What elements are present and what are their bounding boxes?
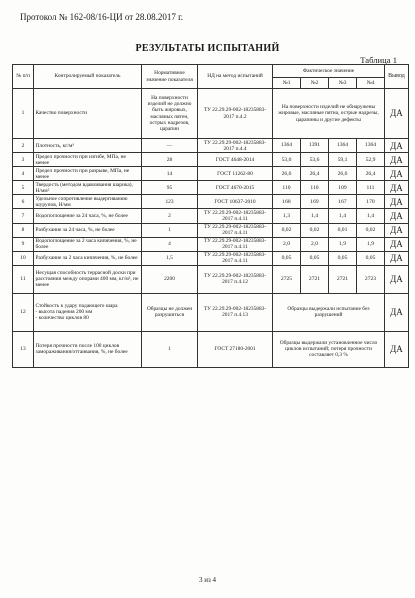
row-verdict: ДА: [385, 167, 409, 181]
row-value-sample-2: 1391: [301, 139, 329, 153]
row-value-sample-1: 0,02: [273, 223, 301, 237]
row-parameter: Стойкость к удару падающего шара - высота падения 200 мм - количество циклов 80: [34, 293, 142, 331]
row-value-sample-4: 0,05: [357, 251, 385, 265]
row-parameter: Качество поверхности: [34, 89, 142, 139]
row-value-sample-2: 0,05: [301, 251, 329, 265]
row-parameter: Твердость (методом вдавливания шарика), Н/мм²: [34, 181, 142, 195]
row-value-sample-2: 2,0: [301, 237, 329, 251]
table-label: Таблица 1: [360, 55, 397, 65]
row-parameter: Разбухание за 2 часа кипячения, %, не более: [34, 251, 142, 265]
row-verdict: ДА: [385, 89, 409, 139]
row-number: 11: [13, 265, 34, 293]
row-verdict: ДА: [385, 223, 409, 237]
row-value-sample-3: 1,4: [329, 209, 357, 223]
row-parameter: Удельное сопротивление выдергиванию шурупов, Н/мм: [34, 195, 142, 209]
row-value-sample-2: 169: [301, 195, 329, 209]
row-method: ГОСТ 11262-80: [198, 167, 273, 181]
row-parameter: Потеря прочности после 100 циклов замораживания/оттаивания, %, не более: [34, 331, 142, 367]
row-number: 12: [13, 293, 34, 331]
row-value-sample-3: 1364: [329, 139, 357, 153]
row-norm: 1,5: [142, 251, 198, 265]
row-method: ТУ 22.29.29-002-18235883-2017 п.4.13: [198, 293, 273, 331]
results-table: [12, 64, 409, 368]
row-value-sample-4: 111: [357, 181, 385, 195]
row-number: 8: [13, 223, 34, 237]
table-row: [13, 293, 409, 331]
table-row: [13, 251, 409, 265]
row-value-sample-1: 168: [273, 195, 301, 209]
row-number: 2: [13, 139, 34, 153]
row-norm: 95: [142, 181, 198, 195]
table-row: [13, 153, 409, 167]
row-method: ТУ 22.29.29-002-18235883-2017 п.4.11: [198, 209, 273, 223]
row-value-sample-4: 2723: [357, 265, 385, 293]
row-number: 6: [13, 195, 34, 209]
row-value-sample-2: 110: [301, 181, 329, 195]
row-verdict: ДА: [385, 293, 409, 331]
row-value-sample-4: 1364: [357, 139, 385, 153]
row-value-sample-4: 52,9: [357, 153, 385, 167]
row-norm: —: [142, 139, 198, 153]
row-norm: 123: [142, 195, 198, 209]
row-value-sample-3: 2721: [329, 265, 357, 293]
header-sample-2: №2: [301, 78, 329, 89]
row-norm: 14: [142, 167, 198, 181]
row-value-sample-1: 2,0: [273, 237, 301, 251]
row-method: ТУ 22.29.29-002-18235883-2017 п.4.4: [198, 139, 273, 153]
row-norm: 1: [142, 331, 198, 367]
row-number: 13: [13, 331, 34, 367]
row-norm: 2200: [142, 265, 198, 293]
table-row: [13, 195, 409, 209]
row-value-sample-1: 26,6: [273, 167, 301, 181]
header-num: № п/п: [13, 65, 34, 89]
row-method: ГОСТ 4648-2014: [198, 153, 273, 167]
table-row: [13, 139, 409, 153]
page-number: 3 из 4: [198, 576, 216, 584]
row-value-sample-3: 167: [329, 195, 357, 209]
header-param: Контролируемый показатель: [34, 65, 142, 89]
row-actual-merged: Образцы выдержали установленное число циклов испытаний; потеря прочности составляет 0,3 %: [273, 331, 385, 367]
row-verdict: ДА: [385, 265, 409, 293]
row-norm: Образцы не должен разрушиться: [142, 293, 198, 331]
row-value-sample-3: 109: [329, 181, 357, 195]
row-number: 10: [13, 251, 34, 265]
row-value-sample-2: 0,02: [301, 223, 329, 237]
row-value-sample-4: 170: [357, 195, 385, 209]
row-value-sample-1: 53,0: [273, 153, 301, 167]
row-verdict: ДА: [385, 195, 409, 209]
row-parameter: Предел прочности при разрыве, МПа, не менее: [34, 167, 142, 181]
table-row: [13, 223, 409, 237]
row-value-sample-1: 1364: [273, 139, 301, 153]
row-parameter: Предел прочности при изгибе, МПа, не менее: [34, 153, 142, 167]
results-body: [13, 89, 409, 368]
row-value-sample-3: 1,9: [329, 237, 357, 251]
table-row: [13, 181, 409, 195]
row-parameter: Разбухание за 24 часа, %, не более: [34, 223, 142, 237]
header-sample-3: №3: [329, 78, 357, 89]
row-value-sample-2: 26,4: [301, 167, 329, 181]
row-parameter: Водопоглощение за 2 часа кипячения, %, не более: [34, 237, 142, 251]
row-value-sample-2: 53,6: [301, 153, 329, 167]
row-actual-merged: Образцы выдержали испытание без разрушений: [273, 293, 385, 331]
row-number: 9: [13, 237, 34, 251]
header-verdict: Вывод: [385, 65, 409, 89]
row-parameter: Несущая способность террасной доски при расстоянии между опорами 400 мм, кг/м², не менее: [34, 265, 142, 293]
row-number: 4: [13, 167, 34, 181]
row-method: ТУ 22.29.29-002-18235883-2017 п.4.11: [198, 223, 273, 237]
row-value-sample-2: 2721: [301, 265, 329, 293]
header-norm: Нормативное значение показателя: [142, 65, 198, 89]
row-verdict: ДА: [385, 209, 409, 223]
row-number: 3: [13, 153, 34, 167]
table-row: [13, 89, 409, 139]
row-verdict: ДА: [385, 139, 409, 153]
header-fact: Фактическое значение: [273, 65, 385, 78]
row-value-sample-4: 0,02: [357, 223, 385, 237]
row-number: 1: [13, 89, 34, 139]
row-method: ГОСТ 4670-2015: [198, 181, 273, 195]
row-norm: 2: [142, 209, 198, 223]
row-parameter: Водопоглощение за 24 часа, %, не более: [34, 209, 142, 223]
table-row: [13, 237, 409, 251]
table-row: [13, 265, 409, 293]
row-method: ТУ 22.29.29-002-18235883-2017 п.4.11: [198, 237, 273, 251]
row-norm: 1: [142, 223, 198, 237]
header-nd: НД на метод испытаний: [198, 65, 273, 89]
row-value-sample-1: 0,05: [273, 251, 301, 265]
row-value-sample-1: 2725: [273, 265, 301, 293]
row-value-sample-4: 1,9: [357, 237, 385, 251]
protocol-header: Протокол № 162-08/16-ЦИ от 28.08.2017 г.: [20, 12, 184, 22]
row-actual-merged: На поверхности изделий не обнаружены жировые, масляные пятна, острые надрезы, царапины и другие дефекты: [273, 89, 385, 139]
row-method: ГОСТ 10637-2010: [198, 195, 273, 209]
row-verdict: ДА: [385, 237, 409, 251]
row-value-sample-1: 1,3: [273, 209, 301, 223]
row-number: 5: [13, 181, 34, 195]
table-row: [13, 167, 409, 181]
row-parameter: Плотность, кг/м³: [34, 139, 142, 153]
row-method: ГОСТ 27180-2001: [198, 331, 273, 367]
row-norm: 28: [142, 153, 198, 167]
header-sample-4: №4: [357, 78, 385, 89]
row-norm: 4: [142, 237, 198, 251]
row-verdict: ДА: [385, 153, 409, 167]
row-value-sample-3: 26,6: [329, 167, 357, 181]
table-row: [13, 209, 409, 223]
row-verdict: ДА: [385, 331, 409, 367]
page-title: РЕЗУЛЬТАТЫ ИСПЫТАНИЙ: [135, 43, 280, 54]
header-row-1: [13, 65, 409, 78]
row-value-sample-1: 110: [273, 181, 301, 195]
table-row: [13, 331, 409, 367]
row-verdict: ДА: [385, 181, 409, 195]
row-method: ТУ 22.29.29-002-18235883-2017 п.4.12: [198, 265, 273, 293]
header-sample-1: №1: [273, 78, 301, 89]
row-verdict: ДА: [385, 251, 409, 265]
row-value-sample-3: 59,1: [329, 153, 357, 167]
row-value-sample-3: 0,01: [329, 223, 357, 237]
row-number: 7: [13, 209, 34, 223]
row-value-sample-4: 26,4: [357, 167, 385, 181]
row-method: ТУ 22.29.29-002-18235883-2017 п.4.2: [198, 89, 273, 139]
row-value-sample-3: 0,05: [329, 251, 357, 265]
row-value-sample-2: 1,4: [301, 209, 329, 223]
row-value-sample-4: 1,4: [357, 209, 385, 223]
row-norm: На поверхности изделий не должно быть жировых, масляных пятен, острых надрезов, царапин: [142, 89, 198, 139]
row-method: ТУ 22.29.29-002-18235883-2017 п.4.11: [198, 251, 273, 265]
